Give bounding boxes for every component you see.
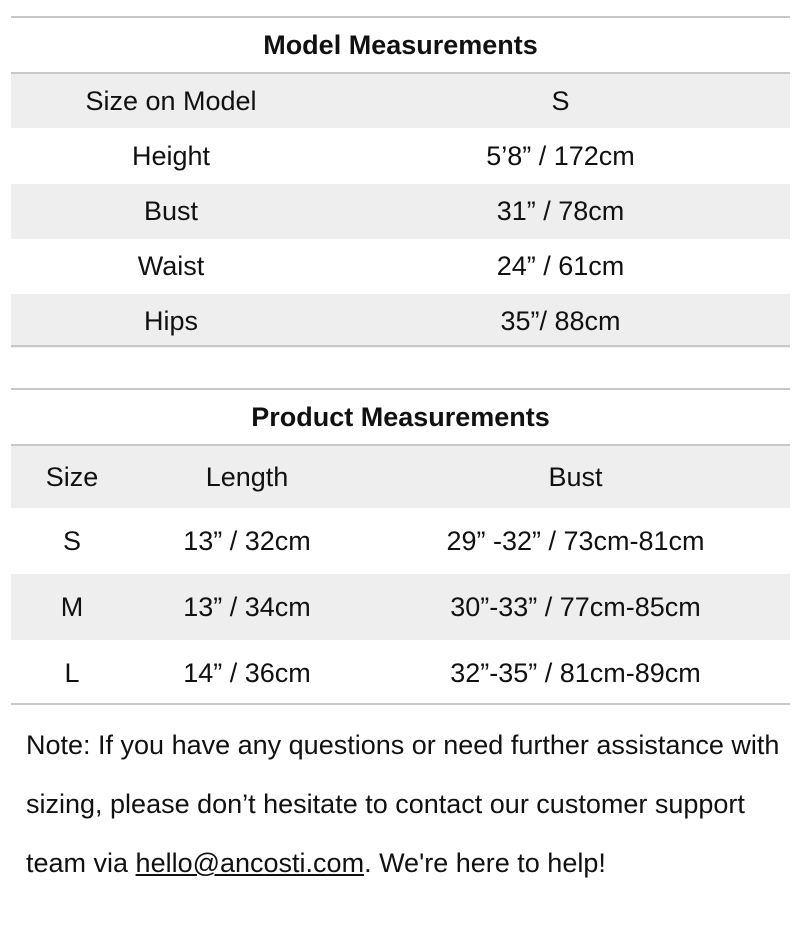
size-on-model-label: Size on Model	[85, 85, 257, 116]
product-table-title: Product Measurements	[251, 401, 550, 432]
header-length: Length	[205, 461, 289, 492]
hips-value: 35”/ 88cm	[500, 305, 621, 336]
header-bust: Bust	[548, 461, 603, 492]
header-size: Size	[45, 461, 99, 492]
model-title-rule	[11, 72, 790, 74]
bust-label: Bust	[143, 196, 199, 226]
product-bottom-rule	[11, 703, 790, 705]
size-cell: L	[64, 657, 80, 688]
note-text: Note: If you have any questions or need further assistance with sizing, please don’t hesitate to contact our customer support team via	[26, 730, 780, 878]
table-row	[11, 574, 790, 640]
waist-value: 24” / 61cm	[496, 251, 625, 281]
size-on-model-value: S	[551, 85, 570, 116]
bust-cell: 30”-33” / 77cm-85cm	[450, 591, 701, 622]
note-closing-text: . We're here to help!	[364, 848, 606, 878]
bust-cell: 32”-35” / 81cm-89cm	[450, 657, 701, 688]
hips-label: Hips	[143, 305, 198, 336]
table-row	[11, 508, 790, 574]
length-cell: 13” / 34cm	[183, 591, 311, 622]
height-label: Height	[131, 140, 211, 171]
height-value: 5’8” / 172cm	[486, 140, 635, 171]
size-cell: S	[62, 525, 81, 556]
product-title-rule	[11, 444, 790, 446]
model-table-title: Model Measurements	[263, 29, 538, 60]
table-row	[11, 184, 790, 239]
bust-cell: 29” -32” / 73cm-81cm	[446, 525, 705, 556]
bust-value: 31” / 78cm	[496, 196, 625, 226]
length-cell: 14” / 36cm	[183, 657, 311, 688]
support-note	[26, 716, 786, 893]
table-row	[11, 239, 790, 294]
waist-label: Waist	[137, 251, 205, 281]
table-row	[11, 74, 790, 128]
table-row	[11, 640, 790, 706]
table-header-row	[11, 446, 790, 508]
product-measurements-table	[11, 390, 790, 706]
table-row	[11, 128, 790, 184]
table-row	[11, 294, 790, 348]
support-email-link[interactable]: hello@ancosti.com	[135, 848, 365, 878]
model-measurements-table	[11, 18, 790, 348]
length-cell: 13” / 32cm	[183, 525, 311, 556]
size-cell: M	[60, 591, 84, 622]
model-bottom-rule	[11, 345, 790, 347]
